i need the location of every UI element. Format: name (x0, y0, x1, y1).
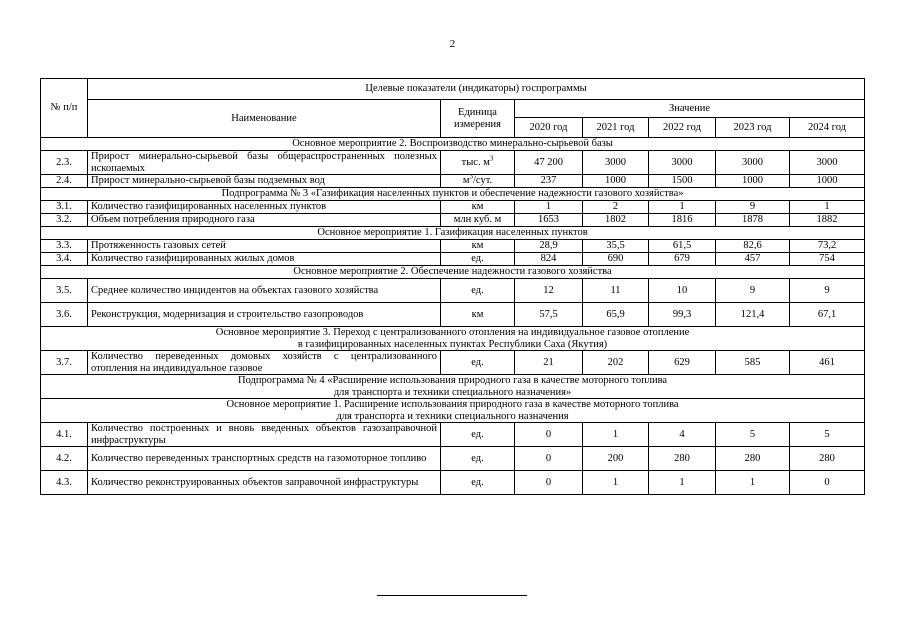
unit-text: ед. (471, 428, 484, 440)
row-number: 4.2. (41, 447, 88, 471)
section-title (41, 227, 865, 240)
table-row (41, 175, 865, 188)
value-cell: 28,9 (515, 240, 583, 253)
indicators-table (40, 78, 865, 495)
unit-text: м (462, 175, 470, 187)
unit-cell (441, 303, 515, 327)
table-row (41, 423, 865, 447)
table-row (41, 303, 865, 327)
unit-cell (441, 423, 515, 447)
indicator-name: Прирост минерально-сырьевой базы общераспространенных полезных ископаемых (88, 151, 441, 175)
unit-text: млн куб. м (453, 214, 502, 226)
section-row (41, 266, 865, 279)
value-cell: 461 (790, 351, 865, 375)
value-cell: 73,2 (790, 240, 865, 253)
unit-text: тыс. м (461, 156, 490, 168)
unit-text: км (471, 240, 484, 252)
value-cell: 754 (790, 253, 865, 266)
table-row (41, 351, 865, 375)
value-cell: 121,4 (716, 303, 790, 327)
row-number: 3.2. (41, 214, 88, 227)
value-cell: 1500 (649, 175, 716, 188)
unit-cell (441, 151, 515, 175)
value-cell: 585 (716, 351, 790, 375)
value-cell: 47 200 (515, 151, 583, 175)
value-cell: 99,3 (649, 303, 716, 327)
indicator-name: Количество газифицированных жилых домов (88, 253, 441, 266)
value-cell: 3000 (790, 151, 865, 175)
section-title-line: Основное мероприятие 2. Воспроизводство минерально-сырьевой базы (292, 138, 613, 150)
indicator-name: Количество переведенных транспортных средств на газомоторное топливо (88, 447, 441, 471)
section-row (41, 188, 865, 201)
page-number: 2 (449, 38, 456, 50)
section-title-line: Подпрограмма № 4 «Расширение использования природного газа в качестве моторного топлива (237, 375, 668, 386)
section-title-line: Основное мероприятие 1. Расширение использования природного газа в качестве моторного топлива (226, 399, 679, 410)
table-row (41, 201, 865, 214)
row-number: 4.1. (41, 423, 88, 447)
section-row (41, 399, 865, 423)
indicator-name: Количество переведенных домовых хозяйств с централизованного отопления на индивидуальное газовое (88, 351, 441, 375)
value-cell: 61,5 (649, 240, 716, 253)
value-cell: 57,5 (515, 303, 583, 327)
section-title (41, 138, 865, 151)
row-number: 3.5. (41, 279, 88, 303)
value-cell: 1 (583, 471, 649, 495)
value-cell: 200 (583, 447, 649, 471)
header-unit: Единица измерения (441, 100, 515, 138)
value-cell: 1000 (583, 175, 649, 188)
indicator-name: Количество газифицированных населенных пунктов (88, 201, 441, 214)
value-cell: 629 (649, 351, 716, 375)
value-cell: 12 (515, 279, 583, 303)
section-title-line: Основное мероприятие 1. Газификация населенных пунктов (317, 227, 588, 239)
value-cell: 1 (649, 471, 716, 495)
unit-cell (441, 175, 515, 188)
unit-text: ед. (471, 476, 484, 488)
value-cell: 0 (515, 423, 583, 447)
indicator-name: Количество построенных и вновь введенных объектов газозаправочной инфраструктуры (88, 423, 441, 447)
section-title (41, 188, 865, 201)
value-cell: 1653 (515, 214, 583, 227)
value-cell: 11 (583, 279, 649, 303)
indicator-name: Среднее количество инцидентов на объектах газового хозяйства (88, 279, 441, 303)
value-cell: 1000 (716, 175, 790, 188)
value-cell: 3000 (583, 151, 649, 175)
section-title-line: Основное мероприятие 3. Переход с централизованного отопления на индивидуальное газовое отопление (215, 327, 690, 338)
indicator-name: Объем потребления природного газа (88, 214, 441, 227)
unit-text: ед. (471, 452, 484, 464)
header-year: 2023 год (716, 118, 790, 138)
header-year: 2024 год (790, 118, 865, 138)
unit-cell (441, 201, 515, 214)
value-cell: 0 (515, 447, 583, 471)
value-cell: 1 (583, 423, 649, 447)
row-number: 3.7. (41, 351, 88, 375)
row-number: 4.3. (41, 471, 88, 495)
value-cell: 679 (649, 253, 716, 266)
value-cell: 280 (790, 447, 865, 471)
value-cell: 9 (790, 279, 865, 303)
unit-cell (441, 471, 515, 495)
value-cell: 1878 (716, 214, 790, 227)
section-title-line: в газифицированных населенных пунктах Республики Саха (Якутия) (297, 338, 608, 350)
unit-superscript: 3 (489, 154, 494, 163)
section-title-line: для транспорта и техники специального назначения» (333, 386, 572, 398)
value-cell: 280 (716, 447, 790, 471)
row-number: 2.3. (41, 151, 88, 175)
table-row (41, 240, 865, 253)
row-number: 3.1. (41, 201, 88, 214)
unit-cell (441, 447, 515, 471)
value-cell: 2 (583, 201, 649, 214)
value-cell: 3000 (649, 151, 716, 175)
unit-text: км (471, 308, 484, 320)
row-number: 3.3. (41, 240, 88, 253)
indicator-name: Протяженность газовых сетей (88, 240, 441, 253)
header-year: 2020 год (515, 118, 583, 138)
row-number: 2.4. (41, 175, 88, 188)
indicator-name: Реконструкция, модернизация и строительство газопроводов (88, 303, 441, 327)
unit-cell (441, 214, 515, 227)
value-cell: 67,1 (790, 303, 865, 327)
section-row (41, 375, 865, 399)
value-cell: 9 (716, 201, 790, 214)
value-cell: 0 (515, 471, 583, 495)
table-row (41, 447, 865, 471)
table-row (41, 279, 865, 303)
indicator-name: Количество реконструированных объектов заправочной инфраструктуры (88, 471, 441, 495)
header-year: 2022 год (649, 118, 716, 138)
unit-cell (441, 279, 515, 303)
value-cell: 1 (649, 201, 716, 214)
header-number: № п/п (41, 79, 88, 138)
value-cell: 0 (790, 471, 865, 495)
value-cell: 82,6 (716, 240, 790, 253)
value-cell: 4 (649, 423, 716, 447)
indicator-name: Прирост минерально-сырьевой базы подземных вод (88, 175, 441, 188)
value-cell: 280 (649, 447, 716, 471)
header-year: 2021 год (583, 118, 649, 138)
section-title (41, 375, 865, 399)
row-number: 3.6. (41, 303, 88, 327)
value-cell: 10 (649, 279, 716, 303)
unit-text: км (471, 201, 484, 213)
value-cell: 35,5 (583, 240, 649, 253)
table-row (41, 253, 865, 266)
footer-divider (377, 595, 527, 596)
value-cell: 202 (583, 351, 649, 375)
section-title-line: для транспорта и техники специального назначения (336, 410, 569, 422)
section-row (41, 327, 865, 351)
value-cell: 3000 (716, 151, 790, 175)
value-cell: 1 (515, 201, 583, 214)
section-row (41, 227, 865, 240)
value-cell: 5 (716, 423, 790, 447)
section-title-line: Подпрограмма № 3 «Газификация населенных пунктов и обеспечение надежности газового хозяйства» (221, 188, 684, 200)
value-cell: 1882 (790, 214, 865, 227)
table-row (41, 151, 865, 175)
value-cell: 1000 (790, 175, 865, 188)
unit-text: ед. (471, 356, 484, 368)
table-row (41, 214, 865, 227)
value-cell: 5 (790, 423, 865, 447)
unit-text: ед. (471, 284, 484, 296)
row-number: 3.4. (41, 253, 88, 266)
header-value: Значение (515, 100, 865, 118)
value-cell: 1 (790, 201, 865, 214)
value-cell: 1816 (649, 214, 716, 227)
value-cell: 1802 (583, 214, 649, 227)
section-title (41, 399, 865, 423)
unit-cell (441, 240, 515, 253)
section-row (41, 138, 865, 151)
unit-superscript: 3 (469, 174, 474, 181)
value-cell: 690 (583, 253, 649, 266)
header-name: Наименование (88, 100, 441, 138)
header-group-title: Целевые показатели (индикаторы) госпрограммы (88, 79, 865, 100)
value-cell: 824 (515, 253, 583, 266)
value-cell: 1 (716, 471, 790, 495)
section-title-line: Основное мероприятие 2. Обеспечение надежности газового хозяйства (293, 266, 612, 278)
value-cell: 237 (515, 175, 583, 188)
section-title (41, 327, 865, 351)
unit-text: ед. (471, 253, 484, 265)
value-cell: 21 (515, 351, 583, 375)
value-cell: 457 (716, 253, 790, 266)
unit-cell (441, 351, 515, 375)
section-title (41, 266, 865, 279)
value-cell: 9 (716, 279, 790, 303)
unit-suffix: /сут. (473, 175, 493, 187)
value-cell: 65,9 (583, 303, 649, 327)
table-row (41, 471, 865, 495)
unit-cell (441, 253, 515, 266)
